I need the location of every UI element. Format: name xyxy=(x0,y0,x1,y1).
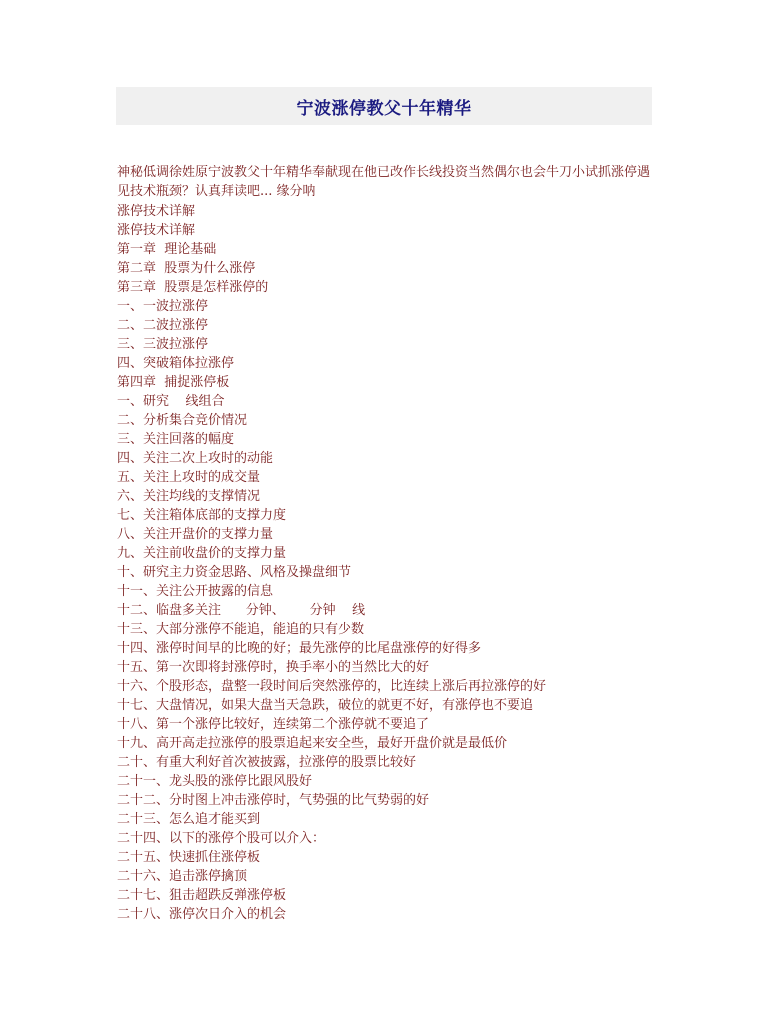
contents-line: 第四章 捕捉涨停板 xyxy=(117,375,230,390)
contents-line: 四、关注二次上攻时的动能 xyxy=(117,451,274,466)
contents-line: 二十三、怎么追才能买到 xyxy=(117,812,261,827)
contents-line: 五、关注上攻时的成交量 xyxy=(117,470,261,485)
contents-line: 二十五、快速抓住涨停板 xyxy=(117,850,261,865)
document-body xyxy=(117,163,653,924)
contents-line: 第二章 股票为什么涨停 xyxy=(117,261,256,276)
contents-line: 八、关注开盘价的支撑力量 xyxy=(117,527,274,542)
contents-line: 一、一波拉涨停 xyxy=(117,299,209,314)
contents-line: 二十八、涨停次日介入的机会 xyxy=(117,907,287,922)
contents-line: 第一章 理论基础 xyxy=(117,242,217,257)
contents-line: 十一、关注公开披露的信息 xyxy=(117,584,274,599)
contents-line: 十、研究主力资金思路、风格及操盘细节 xyxy=(117,565,352,580)
contents-line: 二十七、狙击超跌反弹涨停板 xyxy=(117,888,287,903)
contents-line: 涨停技术详解 xyxy=(117,204,196,219)
contents-line: 二十四、以下的涨停个股可以介入： xyxy=(117,831,326,846)
contents-line: 三、三波拉涨停 xyxy=(117,337,209,352)
contents-line: 十三、大部分涨停不能追，能追的只有少数 xyxy=(117,622,365,637)
contents-line: 二、二波拉涨停 xyxy=(117,318,209,333)
contents-line: 二十、有重大利好首次被披露，拉涨停的股票比较好 xyxy=(117,755,417,770)
contents-line: 三、关注回落的幅度 xyxy=(117,432,235,447)
contents-line: 九、关注前收盘价的支撑力量 xyxy=(117,546,287,561)
contents-list xyxy=(117,202,653,924)
contents-line: 十八、第一个涨停比较好，连续第二个涨停就不要追了 xyxy=(117,717,430,732)
contents-line: 十二、临盘多关注 分钟、 分钟 线 xyxy=(117,603,366,618)
contents-line: 第三章 股票是怎样涨停的 xyxy=(117,280,269,295)
title-banner xyxy=(116,87,652,125)
contents-line: 十五、第一次即将封涨停时，换手率小的当然比大的好 xyxy=(117,660,430,675)
contents-line: 十九、高开高走拉涨停的股票追起来安全些，最好开盘价就是最低价 xyxy=(117,736,508,751)
contents-line: 二十一、龙头股的涨停比跟风股好 xyxy=(117,774,313,789)
contents-line: 十七、大盘情况，如果大盘当天急跌，破位的就更不好，有涨停也不要追 xyxy=(117,698,534,713)
contents-line: 七、关注箱体底部的支撑力度 xyxy=(117,508,287,523)
contents-line: 二十二、分时图上冲击涨停时，气势强的比气势弱的好 xyxy=(117,793,430,808)
contents-line: 涨停技术详解 xyxy=(117,223,196,238)
intro-paragraph: 神秘低调徐姓原宁波教父十年精华奉献现在他已改作长线投资当然偶尔也会牛刀小试抓涨停遇见技术瓶颈？认真拜读吧... 缘分呐 xyxy=(117,165,651,199)
contents-line: 十六、个股形态，盘整一段时间后突然涨停的，比连续上涨后再拉涨停的好 xyxy=(117,679,547,694)
contents-line: 六、关注均线的支撑情况 xyxy=(117,489,261,504)
contents-line: 一、研究 线组合 xyxy=(117,394,225,409)
contents-line: 十四、涨停时间早的比晚的好；最先涨停的比尾盘涨停的好得多 xyxy=(117,641,482,656)
contents-line: 二、分析集合竞价情况 xyxy=(117,413,248,428)
contents-line: 二十六、追击涨停擒顶 xyxy=(117,869,248,884)
document-title: 宁波涨停教父十年精华 xyxy=(296,98,472,119)
contents-line: 四、突破箱体拉涨停 xyxy=(117,356,235,371)
